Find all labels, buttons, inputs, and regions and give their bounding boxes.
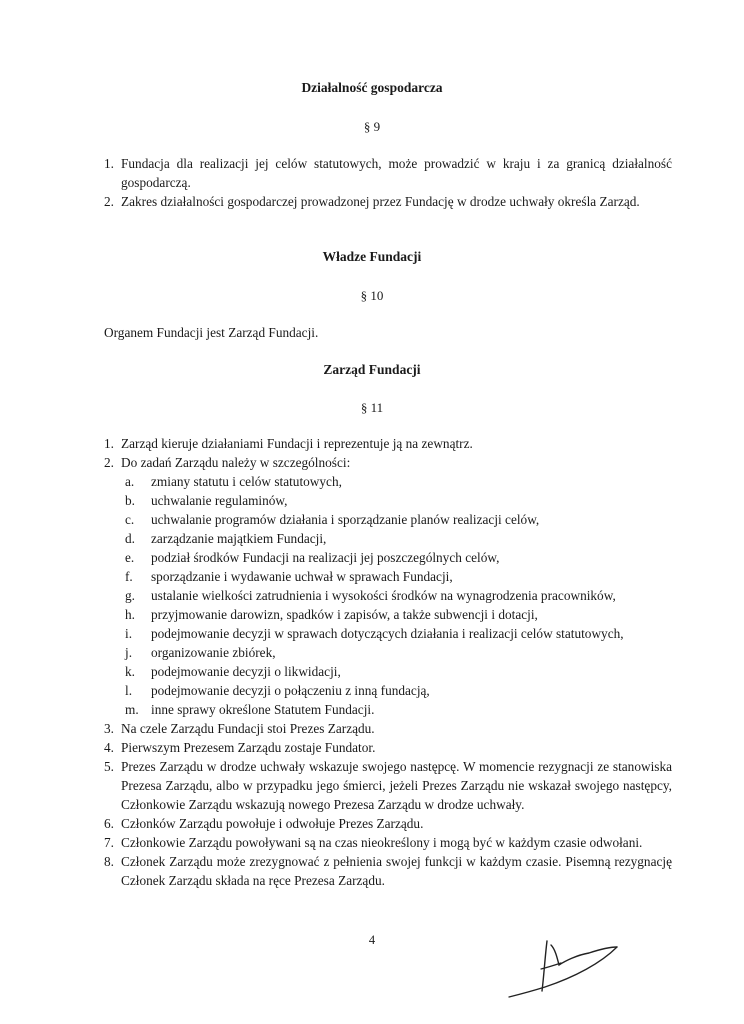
- sub-list-item: [104, 624, 672, 643]
- list-item: [104, 719, 672, 738]
- sub-item-letter: f.: [125, 569, 133, 584]
- item-number: 3.: [104, 721, 114, 736]
- sub-list-item: [104, 605, 672, 624]
- sub-list-item: [104, 548, 672, 567]
- sub-item-letter: l.: [125, 683, 133, 698]
- sub-list-item: [104, 681, 672, 700]
- item-text: Pierwszym Prezesem Zarządu zostaje Fundator.: [121, 740, 376, 755]
- item-number: 6.: [104, 816, 114, 831]
- handwritten-signature-icon: [505, 935, 625, 1001]
- list-item: [104, 738, 672, 757]
- item-text: Zakres działalności gospodarczej prowadzonej przez Fundację w drodze uchwały określa Zarząd.: [121, 194, 640, 209]
- sub-list-item: [104, 510, 672, 529]
- list-item: [104, 154, 672, 192]
- sub-item-text: uchwalanie programów działania i sporządzanie planów realizacji celów,: [151, 512, 540, 527]
- item-number: 1.: [104, 156, 114, 171]
- section-heading-business-activity: Działalność gospodarcza: [301, 80, 443, 95]
- sub-item-letter: e.: [125, 550, 135, 565]
- item-text: Zarząd kieruje działaniami Fundacji i reprezentuje ją na zewnątrz.: [121, 436, 473, 451]
- sub-item-letter: i.: [125, 626, 133, 641]
- sub-item-letter: d.: [125, 531, 135, 546]
- item-number: 2.: [104, 455, 114, 470]
- sub-item-text: organizowanie zbiórek,: [151, 645, 276, 660]
- sub-item-text: przyjmowanie darowizn, spadków i zapisów, a także subwencji i dotacji,: [151, 607, 538, 622]
- item-number: 2.: [104, 194, 114, 209]
- sub-list-item: [104, 472, 672, 491]
- item-text: Prezes Zarządu w drodze uchwały wskazuje swojego następcę. W momencie rezygnacji ze stanowiska Prezesa Zarządu, albo w przypadku jego śmierci, jeżeli Prezes Zarządu nie wskazał swojego następcy, Członkowie Zarządu wskazują nowego Prezesa Zarządu w drodze uchwały.: [121, 759, 672, 812]
- sub-item-text: podejmowanie decyzji o połączeniu z inną fundacją,: [151, 683, 430, 698]
- sub-item-text: podejmowanie decyzji w sprawach dotyczących działania i realizacji celów statutowych,: [151, 626, 624, 641]
- list-item: [104, 453, 672, 472]
- page-number: 4: [368, 933, 376, 947]
- sub-item-text: zmiany statutu i celów statutowych,: [151, 474, 342, 489]
- sub-list-item: [104, 586, 672, 605]
- sub-list-item: [104, 643, 672, 662]
- item-text: Fundacja dla realizacji jej celów statutowych, może prowadzić w kraju i za granicą działalność gospodarczą.: [121, 156, 672, 190]
- item-text: Członków Zarządu powołuje i odwołuje Prezes Zarządu.: [121, 816, 424, 831]
- list-section-11: [104, 434, 672, 890]
- sub-item-text: ustalanie wielkości zatrudnienia i wysokości środków na wynagrodzenia pracowników,: [151, 588, 616, 603]
- item-text: Członkowie Zarządu powoływani są na czas nieokreślony i mogą być w każdym czasie odwołani.: [121, 835, 643, 850]
- sub-item-text: zarządzanie majątkiem Fundacji,: [151, 531, 327, 546]
- sub-list-item: [104, 700, 672, 719]
- paragraph-number-11: § 11: [360, 400, 384, 415]
- sub-list-item: [104, 567, 672, 586]
- sub-item-letter: a.: [125, 474, 135, 489]
- list-item: [104, 852, 672, 890]
- list-item: [104, 833, 672, 852]
- sub-item-text: inne sprawy określone Statutem Fundacji.: [151, 702, 375, 717]
- item-text: Członek Zarządu może zrezygnować z pełnienia swojej funkcji w każdym czasie. Pisemną rezygnację Członek Zarządu składa na ręce Prezesa Zarządu.: [121, 854, 672, 888]
- sub-list-item: [104, 529, 672, 548]
- sub-item-text: sporządzanie i wydawanie uchwał w sprawach Fundacji,: [151, 569, 453, 584]
- item-number: 5.: [104, 759, 114, 774]
- sub-item-letter: g.: [125, 588, 135, 603]
- sub-list-item: [104, 662, 672, 681]
- paragraph-text: Organem Fundacji jest Zarząd Fundacji.: [104, 325, 319, 340]
- paragraph-number-10: § 10: [360, 288, 384, 303]
- sub-item-letter: c.: [125, 512, 135, 527]
- paragraph-number-9: § 9: [363, 119, 381, 134]
- item-text: Na czele Zarządu Fundacji stoi Prezes Zarządu.: [121, 721, 375, 736]
- sub-item-letter: k.: [125, 664, 135, 679]
- list-item: [104, 814, 672, 833]
- item-text: Do zadań Zarządu należy w szczególności:: [121, 455, 351, 470]
- section-heading-foundation-authorities: Władze Fundacji: [322, 249, 422, 264]
- item-number: 8.: [104, 854, 114, 869]
- sub-item-letter: m.: [125, 702, 139, 717]
- sub-item-letter: b.: [125, 493, 135, 508]
- item-number: 7.: [104, 835, 114, 850]
- sub-item-text: podział środków Fundacji na realizacji jej poszczególnych celów,: [151, 550, 500, 565]
- section-heading-management-board: Zarząd Fundacji: [323, 362, 421, 377]
- sub-list-item: [104, 491, 672, 510]
- list-item: [104, 434, 672, 453]
- list-item: [104, 757, 672, 814]
- list-section-9: [104, 154, 672, 211]
- sub-item-text: podejmowanie decyzji o likwidacji,: [151, 664, 341, 679]
- item-number: 1.: [104, 436, 114, 451]
- sub-item-letter: j.: [125, 645, 133, 660]
- sub-item-letter: h.: [125, 607, 135, 622]
- item-number: 4.: [104, 740, 114, 755]
- list-item: [104, 192, 672, 211]
- sub-item-text: uchwalanie regulaminów,: [151, 493, 288, 508]
